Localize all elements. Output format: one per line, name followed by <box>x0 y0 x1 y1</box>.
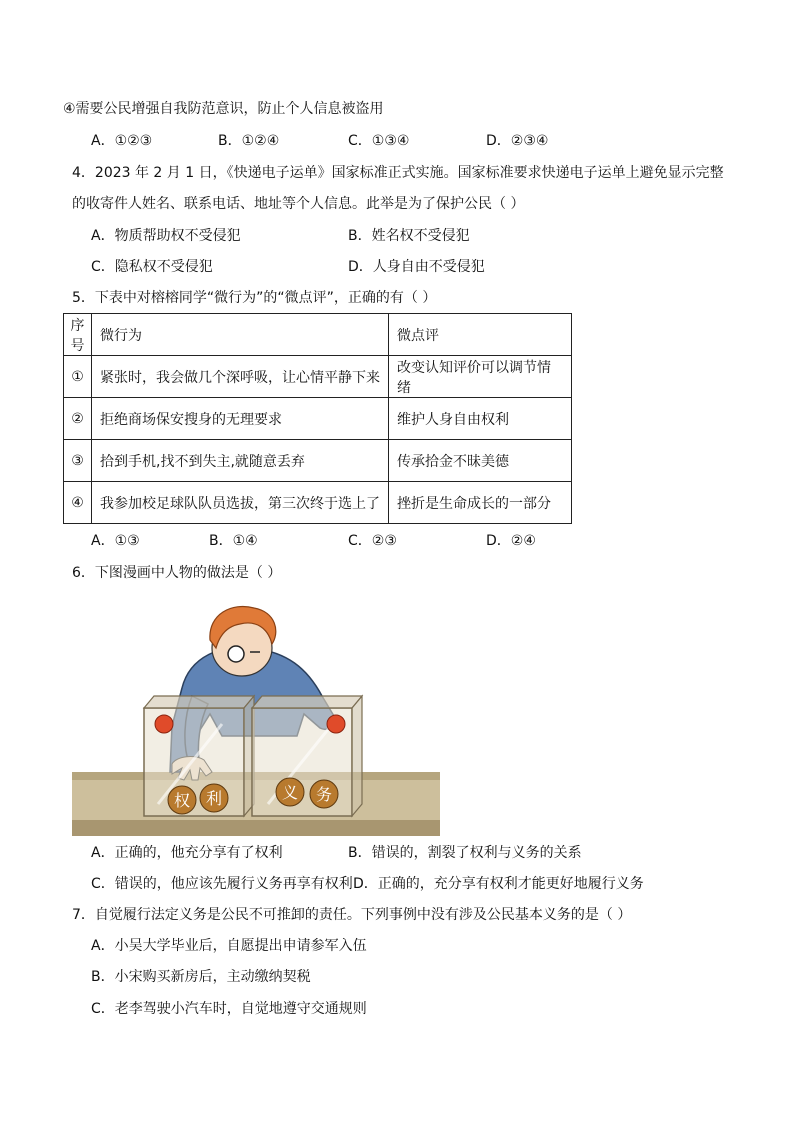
table-header-row <box>64 314 572 356</box>
table-row <box>64 398 572 440</box>
right-box <box>252 696 362 816</box>
cartoon-illustration <box>72 596 440 836</box>
ball-quan <box>168 786 196 814</box>
row-behavior: 拒绝商场保安搜身的无理要求 <box>92 398 389 440</box>
lantern-icon <box>155 715 173 733</box>
header-cell-index: 序号 <box>64 314 92 356</box>
q5-option-d: D．②④ <box>486 533 536 549</box>
row-index: ④ <box>64 482 92 524</box>
header-cell-comment: 微点评 <box>389 314 572 356</box>
q6-option-d: D．正确的，充分享有权利才能更好地履行义务 <box>353 876 644 892</box>
row-behavior: 紧张时，我会做几个深呼吸，让心情平静下来 <box>92 356 389 398</box>
q5-option-c: C．②③ <box>348 533 397 549</box>
row-comment: 维护人身自由权利 <box>389 398 572 440</box>
q4-option-b: B．姓名权不受侵犯 <box>348 228 470 244</box>
row-behavior: 拾到手机,找不到失主,就随意丢弃 <box>92 440 389 482</box>
table-row <box>64 356 572 398</box>
q6-option-a: A．正确的，他充分享有了权利 <box>91 845 283 861</box>
glasses-icon <box>228 646 244 662</box>
row-index: ③ <box>64 440 92 482</box>
q6-stem: 6．下图漫画中人物的做法是（ ） <box>72 565 282 581</box>
row-behavior: 我参加校足球队队员选拔，第三次终于选上了 <box>92 482 389 524</box>
row-index: ① <box>64 356 92 398</box>
q3-option-c: C．①③④ <box>348 133 410 149</box>
q7-option-a: A．小吴大学毕业后，自愿提出申请参军入伍 <box>91 938 367 954</box>
ball-yi <box>276 778 304 806</box>
ball-char: 利 <box>205 789 223 808</box>
q6-option-c: C．错误的，他应该先履行义务再享有权利 <box>91 876 353 892</box>
ball-char: 义 <box>281 783 299 802</box>
q3-option-d: D．②③④ <box>486 133 549 149</box>
q4-option-c: C．隐私权不受侵犯 <box>91 259 213 275</box>
q6-option-b: B．错误的，割裂了权利与义务的关系 <box>348 845 582 861</box>
lantern-icon <box>327 715 345 733</box>
row-comment: 传承拾金不昧美德 <box>389 440 572 482</box>
header-cell-behavior: 微行为 <box>92 314 389 356</box>
row-comment: 改变认知评价可以调节情绪 <box>389 356 572 398</box>
q3-option-a: A．①②③ <box>91 133 153 149</box>
left-box <box>144 696 254 816</box>
ball-char: 务 <box>315 785 333 804</box>
table-row <box>64 482 572 524</box>
q7-stem: 7．自觉履行法定义务是公民不可推卸的责任。下列事例中没有涉及公民基本义务的是（ ） <box>72 907 632 923</box>
ball-char: 权 <box>173 791 191 810</box>
q3-option-b: B．①②④ <box>218 133 280 149</box>
row-index: ② <box>64 398 92 440</box>
q4-stem-line1: 4．2023 年 2 月 1 日，《快递电子运单》国家标准正式实施。国家标准要求快递电子运单上避免显示完整 <box>72 165 724 181</box>
q5-table <box>63 313 572 524</box>
row-comment: 挫折是生命成长的一部分 <box>389 482 572 524</box>
q5-option-a: A．①③ <box>91 533 140 549</box>
q4-option-d: D．人身自由不受侵犯 <box>348 259 485 275</box>
q4-option-a: A．物质帮助权不受侵犯 <box>91 228 241 244</box>
ball-li <box>200 784 228 812</box>
q3-statement-4: ④需要公民增强自我防范意识，防止个人信息被盗用 <box>63 101 384 117</box>
ball-wu <box>310 780 338 808</box>
q5-stem: 5．下表中对榕榕同学“微行为”的“微点评”，正确的有（ ） <box>72 290 437 306</box>
q7-option-c: C．老李驾驶小汽车时，自觉地遵守交通规则 <box>91 1001 367 1017</box>
q7-option-b: B．小宋购买新房后，主动缴纳契税 <box>91 969 311 985</box>
q5-option-b: B．①④ <box>209 533 258 549</box>
table-row <box>64 440 572 482</box>
q4-stem-line2: 的收寄件人姓名、联系电话、地址等个人信息。此举是为了保护公民（ ） <box>72 196 525 212</box>
